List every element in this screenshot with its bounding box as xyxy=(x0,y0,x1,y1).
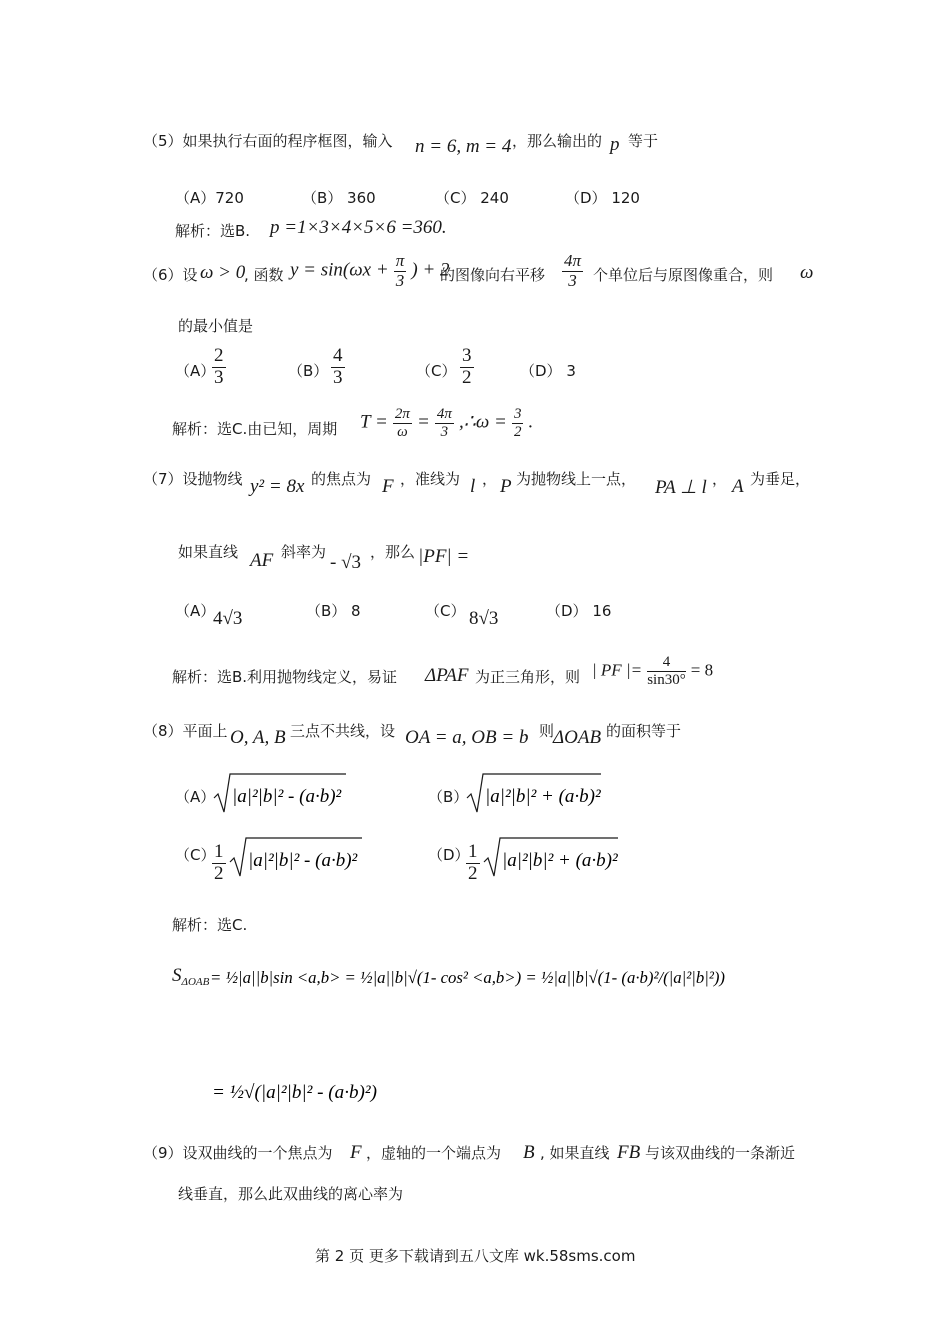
q9-stem-d: 与该双曲线的一条渐近 xyxy=(645,1144,796,1162)
q7-stem-e: 为抛物线上一点， xyxy=(516,470,637,488)
q5-analysis-label: 解析：选B. xyxy=(175,222,251,240)
q6-opt-d: （D） 3 xyxy=(520,362,576,380)
q7-stem-a: （7）设抛物线 xyxy=(143,470,243,488)
q7-line2-a: 如果直线 xyxy=(178,543,239,561)
q7-line2-c: ，那么 xyxy=(370,543,416,561)
q6-stem-a: （6）设 xyxy=(143,266,198,284)
q8-S-sub: ΔOAB xyxy=(181,976,210,989)
q8-stem-b: 三点不共线，设 xyxy=(290,722,396,740)
q5-option-c: （C） 240 xyxy=(435,189,509,207)
q6-an-f2-num: 4π xyxy=(436,406,452,422)
q5-stem-b: ，那么输出的 xyxy=(512,132,603,150)
q8-opt-d-expr xyxy=(480,830,625,880)
q7-analysis-a: 解析：选B.利用抛物线定义，易证 xyxy=(172,668,398,686)
q6-an-frac3 xyxy=(512,406,524,440)
q6-stem-b: , 函数 xyxy=(244,266,284,284)
q7-triangle: ΔPAF xyxy=(425,665,469,686)
q6-func-den: 3 xyxy=(395,270,405,290)
q7-opt-c-val: 8√3 xyxy=(469,608,499,629)
q8-opt-b-expr xyxy=(463,768,608,816)
q6-opt-b-num: 4 xyxy=(333,345,343,366)
q7-stem-g: 为垂足， xyxy=(750,470,811,488)
q7-AF: AF xyxy=(250,550,274,571)
q5-stem-a: （5）如果执行右面的程序框图，输入 xyxy=(143,132,393,150)
q6-opt-a-den: 3 xyxy=(214,366,224,388)
q6-shift-num: 4π xyxy=(564,251,582,270)
q7-an-end: = 8 xyxy=(690,660,714,680)
q6-opt-c-den: 2 xyxy=(462,366,472,388)
q7-slope: - √3 xyxy=(330,552,362,573)
q6-opt-a-label: （A） xyxy=(175,362,216,380)
q7-analysis-math xyxy=(592,654,713,688)
q8-opt-b-label: （B） xyxy=(428,788,469,806)
q7-line2-b: 斜率为 xyxy=(281,543,327,561)
q9-line2: 线垂直，那么此双曲线的离心率为 xyxy=(178,1185,404,1203)
q7-perp: PA ⊥ l xyxy=(655,477,707,498)
q6-opt-b-den: 3 xyxy=(333,366,343,388)
q8-deriv-2-text: = ½√(|a|²|b|² - (a·b)²) xyxy=(212,1082,377,1103)
q6-cond: ω > 0 xyxy=(200,262,246,283)
q6-an-eq: = xyxy=(417,411,430,433)
q6-opt-a-frac xyxy=(212,346,226,389)
q8-derivation-1 xyxy=(172,965,209,988)
q5-stem-math: n = 6, m = 4 xyxy=(415,136,512,157)
q6-stem-c: 的图像向右平移 xyxy=(440,266,546,284)
q8-opt-c-text: |a|²|b|² - (a·b)² xyxy=(248,850,358,871)
q7-stem-c: ，准线为 xyxy=(400,470,461,488)
q8-opt-d-half-num: 1 xyxy=(468,841,478,862)
q6-omega: ω xyxy=(800,262,814,283)
q7-an-den: sin30° xyxy=(647,671,686,688)
q8-stem-a: （8）平面上 xyxy=(143,722,228,740)
q8-vectors: OA = a, OB = b xyxy=(405,727,529,748)
q6-an-therefore: ,∴ω = xyxy=(459,411,507,433)
q8-opt-a-label: （A） xyxy=(175,788,216,806)
q6-an-frac2 xyxy=(435,406,454,440)
page-footer: 第 2 页 更多下载请到五八文库 wk.58sms.com xyxy=(315,1247,636,1265)
q8-tri: ΔOAB xyxy=(553,727,602,748)
q8-stem-c: ，则 xyxy=(524,722,555,740)
q9-stem-c: , 如果直线 xyxy=(540,1144,610,1162)
q6-opt-c-num: 3 xyxy=(462,345,472,366)
q6-an-T: T = xyxy=(360,411,388,433)
q6-an-f1-num: 2π xyxy=(394,406,410,422)
q7-parabola: y² = 8x xyxy=(250,476,305,497)
q8-opt-c-half-num: 1 xyxy=(214,841,224,862)
q5-stem-c: 等于 xyxy=(628,132,659,150)
q6-opt-b-label: （B） xyxy=(288,362,329,380)
q8-opt-d-half xyxy=(466,842,480,885)
q7-analysis-b: 为正三角形，则 xyxy=(475,668,581,686)
q7-opt-b: （B） 8 xyxy=(306,602,361,620)
q8-derivation-2 xyxy=(212,1064,382,1120)
q7-an-frac xyxy=(647,654,686,688)
q8-derivation-1-expr xyxy=(210,955,730,1011)
q5-stem xyxy=(143,130,393,151)
q6-opt-b-frac xyxy=(331,346,345,389)
q7-an-PF: | PF |= xyxy=(592,660,643,680)
q7-stem-d: ， xyxy=(482,470,498,488)
q8-opt-c-expr xyxy=(226,830,366,880)
q8-opt-c-label: （C） xyxy=(175,846,216,864)
q6-func-lhs: y = sin(ωx + xyxy=(290,259,389,281)
q6-an-f2-den: 3 xyxy=(440,423,449,440)
q5-stem-var: p xyxy=(610,134,620,155)
q8-opt-d-label: （D） xyxy=(428,846,470,864)
q9-stem-a: （9）设双曲线的一个焦点为 xyxy=(143,1144,333,1162)
q6-an-frac1 xyxy=(393,406,412,440)
q6-opt-a-num: 2 xyxy=(214,345,224,366)
q6-opt-c-label: （C） xyxy=(416,362,457,380)
q5-option-d: （D） 120 xyxy=(565,189,640,207)
q8-points: O, A, B xyxy=(230,727,286,748)
q8-deriv-1-text: = ½|a||b|sin <a,b> = ½|a||b|√(1- cos² <a,b>) = ½|a||b|√(1- (a·b)²/(|a|²|b|²)) xyxy=(210,968,726,987)
q8-opt-c-half-den: 2 xyxy=(214,862,224,884)
q9-F: F xyxy=(350,1142,362,1163)
q8-opt-c-half xyxy=(212,842,226,885)
q6-shift-den: 3 xyxy=(568,270,577,290)
q8-S: S xyxy=(172,965,182,986)
q7-PF: |PF| = xyxy=(418,546,470,567)
q6-opt-c-frac xyxy=(460,346,474,389)
q8-stem-d: 的面积等于 xyxy=(606,722,682,740)
q6-line2: 的最小值是 xyxy=(178,317,254,335)
q9-B: B xyxy=(523,1142,535,1163)
q8-opt-a-expr xyxy=(210,768,350,816)
q8-opt-a-text: |a|²|b|² - (a·b)² xyxy=(232,786,342,807)
q6-func-rhs: ) + 2 xyxy=(411,259,450,281)
q7-l: l xyxy=(470,476,476,497)
q6-function xyxy=(290,252,450,290)
q6-func-frac xyxy=(394,252,407,290)
q6-func-num: π xyxy=(395,251,405,270)
q8-opt-d-half-den: 2 xyxy=(468,862,478,884)
q5-option-a: （A）720 xyxy=(175,189,244,207)
q7-opt-c-label: （C） xyxy=(425,602,466,620)
q6-an-end: . xyxy=(528,411,534,433)
q7-stem-b: 的焦点为 xyxy=(311,470,372,488)
q6-shift-frac xyxy=(562,252,583,290)
q7-opt-d: （D） 16 xyxy=(546,602,612,620)
q7-an-num: 4 xyxy=(647,654,686,672)
q6-an-f3-den: 2 xyxy=(513,423,522,440)
q7-stem-f: ， xyxy=(712,470,728,488)
q6-analysis-label: 解析：选C.由已知，周期 xyxy=(172,420,338,438)
q7-P: P xyxy=(500,476,512,497)
q8-opt-d-text: |a|²|b|² + (a·b)² xyxy=(502,850,618,871)
q7-F: F xyxy=(382,476,394,497)
q6-an-f1-den: ω xyxy=(397,423,408,440)
q9-FB: FB xyxy=(617,1142,641,1163)
q7-opt-a-val: 4√3 xyxy=(213,608,243,629)
q6-analysis-math xyxy=(360,406,533,440)
q6-stem-d: 个单位后与原图像重合，则 xyxy=(593,266,774,284)
q9-stem-b: ，虚轴的一个端点为 xyxy=(366,1144,502,1162)
q5-analysis-math: p =1×3×4×5×6 =360. xyxy=(270,217,447,238)
q8-opt-b-text: |a|²|b|² + (a·b)² xyxy=(485,786,601,807)
q5-option-b: （B） 360 xyxy=(302,189,376,207)
q6-an-f3-num: 3 xyxy=(513,406,522,422)
q7-opt-a-label: （A） xyxy=(175,602,216,620)
q8-analysis: 解析：选C. xyxy=(172,916,248,934)
q7-A: A xyxy=(732,476,744,497)
